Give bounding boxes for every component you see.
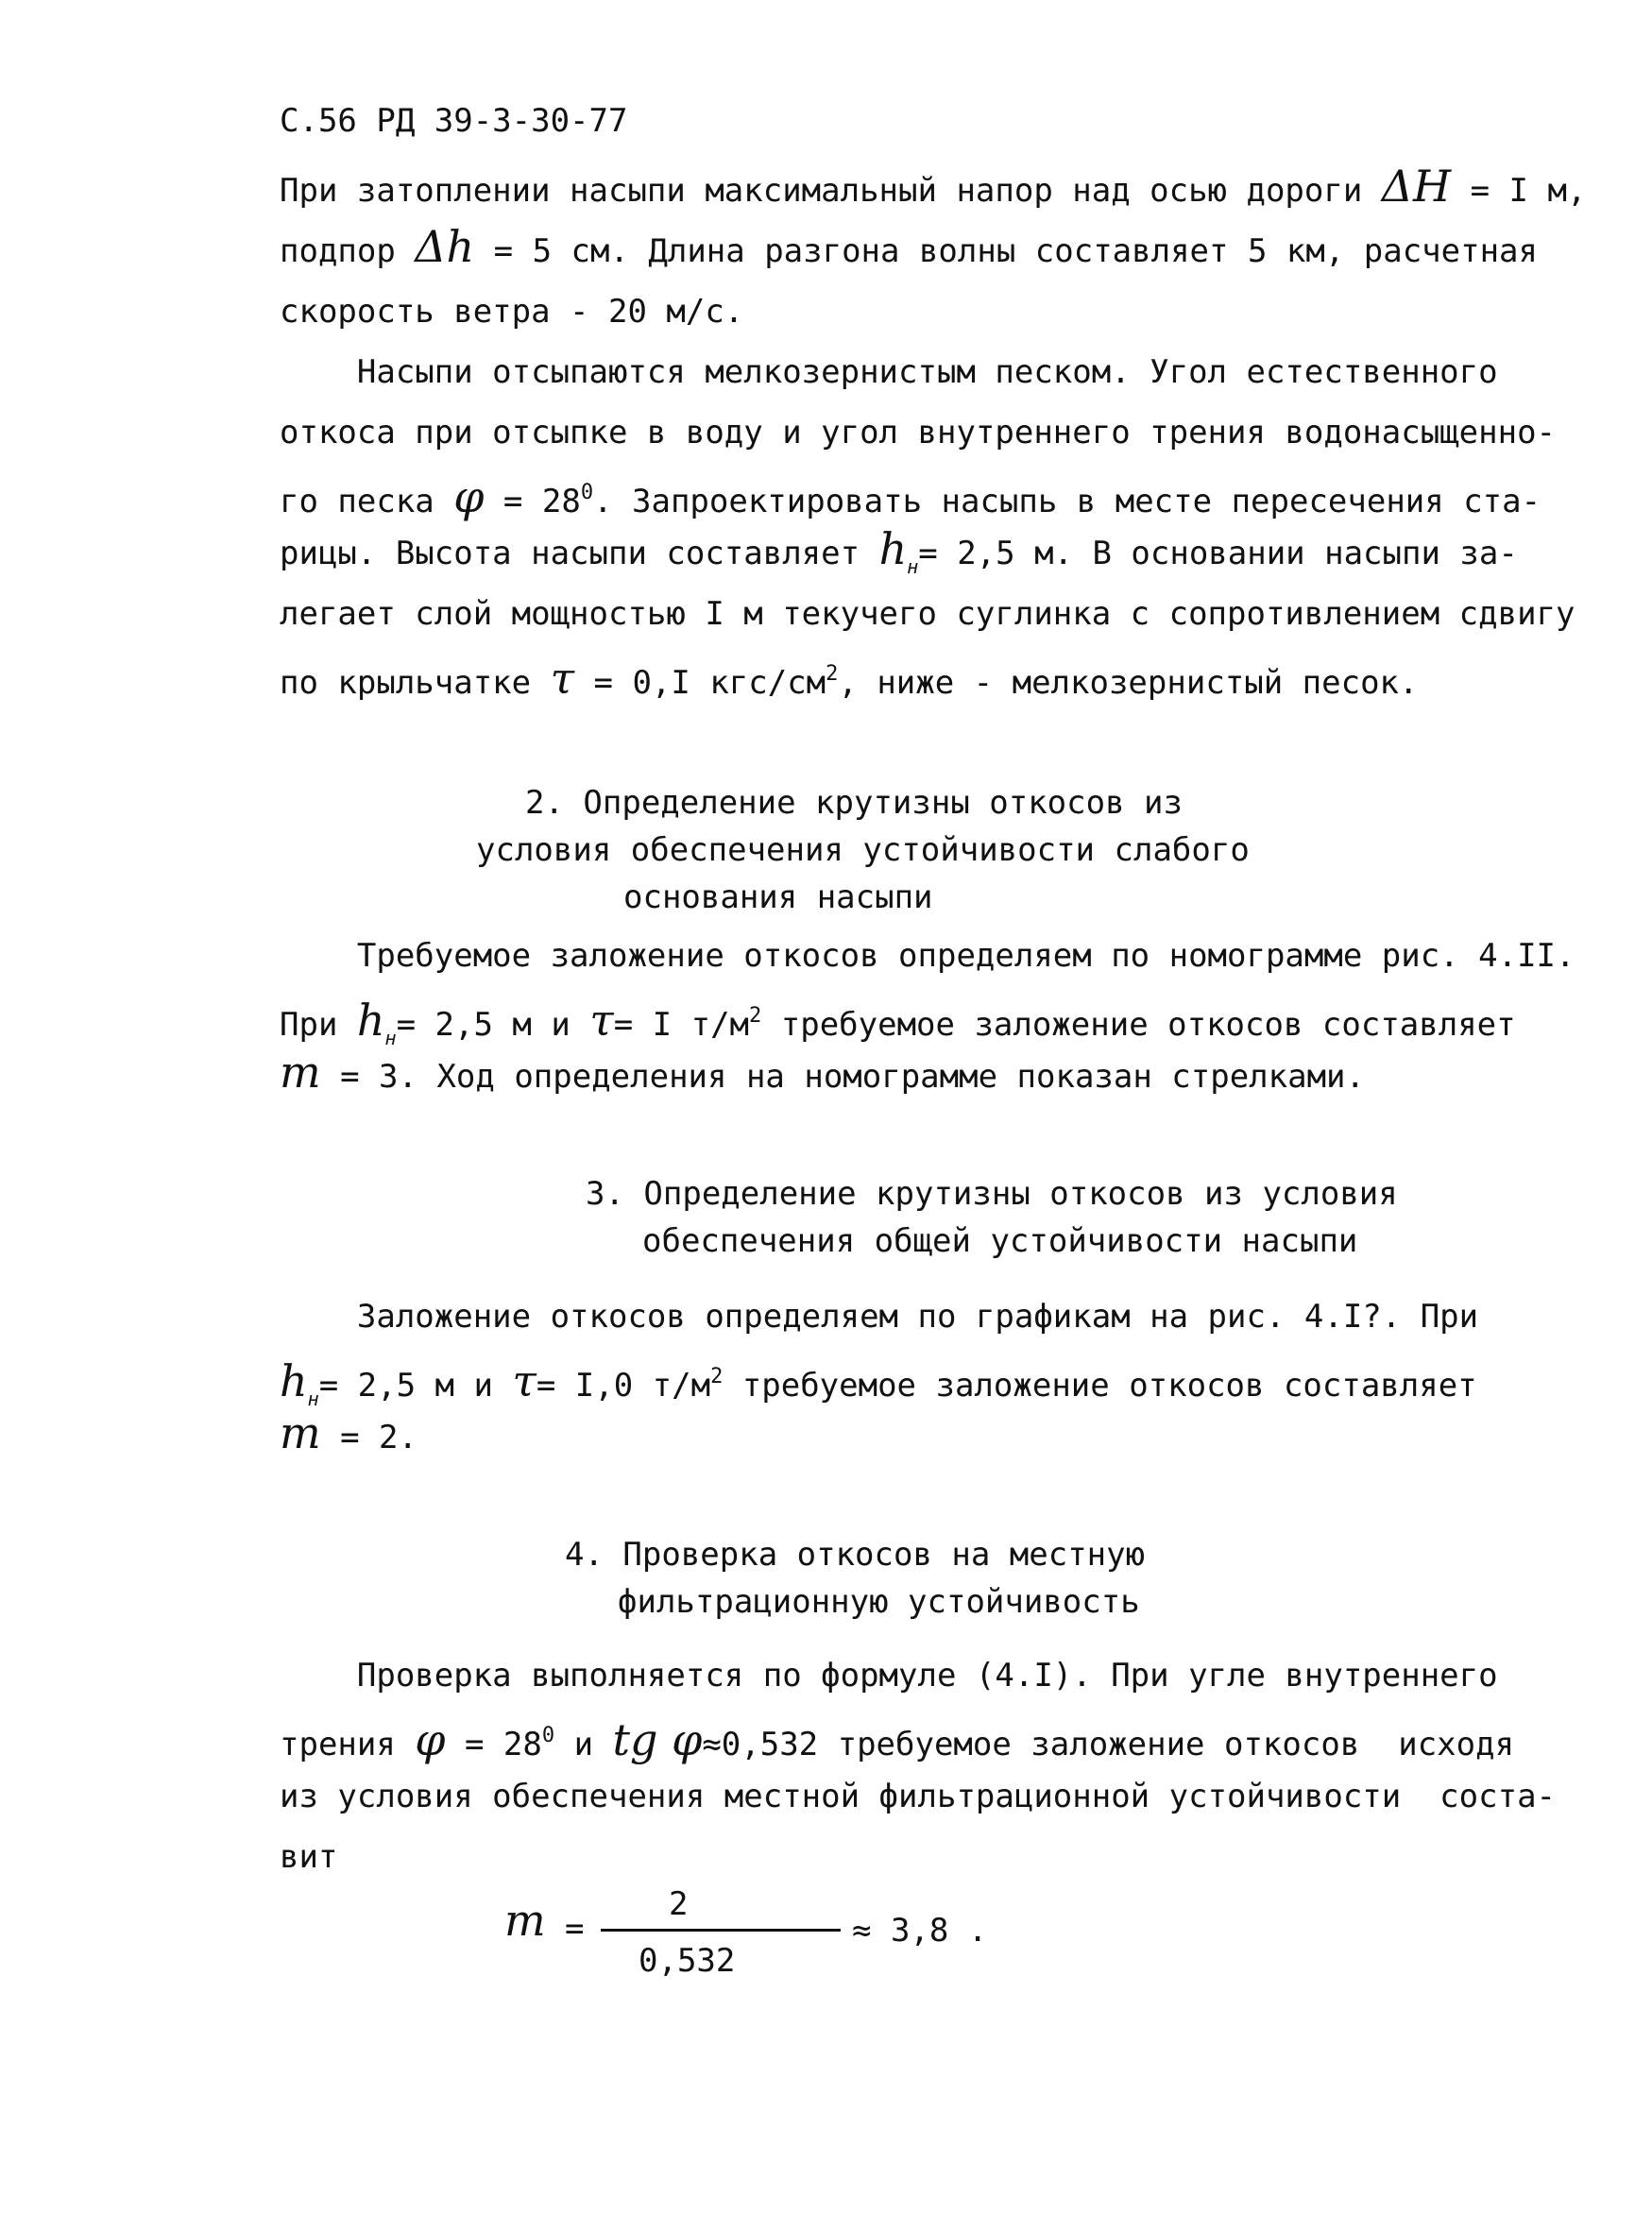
delta-h-small-symbol: Δh	[415, 221, 475, 272]
text-line: го песка $\varphi = 28^0$. Запроектировать насыпь в месте пересечения ста-	[280, 471, 1541, 522]
section-heading: обеспечения общей устойчивости насыпи	[642, 1222, 1358, 1260]
text-line: легает слой мощностью I м текучего суглинка с сопротивлением сдвигу	[280, 595, 1575, 633]
text-line: m = 3. Ход определения на номограмме показан стрелками.	[280, 1047, 1365, 1098]
h-symbol: h	[280, 1355, 308, 1406]
section-heading: 2. Определение крутизны откосов из	[525, 784, 1183, 822]
formula-numerator: 2	[669, 1885, 689, 1923]
formula-lhs: m	[504, 1895, 546, 1946]
tau-symbol: τ	[512, 1355, 536, 1406]
text-line: m = 2.	[280, 1407, 417, 1458]
delta-h-symbol: ΔH	[1381, 161, 1452, 212]
h-symbol: h	[878, 523, 908, 574]
text-line: Проверка выполняется по формуле (4.I). При угле внутреннего	[280, 1657, 1498, 1695]
formula-equals: =	[565, 1910, 585, 1948]
section-heading: условия обеспечения устойчивости слабого	[476, 831, 1250, 869]
text-line: скорость ветра - 20 м/с.	[280, 293, 744, 331]
text-line: При $h_н= 2,5$ м и τ= I $т/м^2$ требуемое заложение откосов составляет	[280, 995, 1516, 1049]
text-line: трения $\varphi = 28^0$ и tg φ≈0,532 требуемое заложение откосов исходя	[280, 1714, 1515, 1765]
text-line: Насыпи отсыпаются мелкозернистым песком. Угол естественного	[280, 353, 1498, 391]
page-header: С.56 РД 39-3-30-77	[280, 102, 628, 140]
h-symbol: h	[356, 995, 385, 1046]
text-line: из условия обеспечения местной фильтрационной устойчивости соста-	[280, 1778, 1557, 1815]
text-line: При затоплении насыпи максимальный напор над осью дороги ΔH = I м,	[280, 161, 1587, 212]
m-symbol: m	[280, 1407, 321, 1458]
formula-denominator: 0,532	[639, 1942, 736, 1980]
text-line: рицы. Высота насыпи составляет $h_н= 2,5$ м. В основании насыпи за-	[280, 523, 1518, 578]
text-line: $h_н= 2,5$ м и τ= I,0 $т/м^2$ требуемое заложение откосов составляет	[280, 1355, 1477, 1410]
tau-symbol: τ	[589, 995, 614, 1046]
section-heading: основания насыпи	[623, 878, 933, 916]
m-symbol: m	[280, 1047, 321, 1098]
text-line: вит	[280, 1838, 338, 1876]
text-line: по крыльчатке τ = 0,I кгс/$см^2$, ниже - мелкозернистый песок.	[280, 653, 1419, 704]
section-heading: фильтрационную устойчивость	[618, 1583, 1140, 1621]
tau-symbol: τ	[550, 653, 575, 704]
section-heading: 3. Определение крутизны откосов из условия	[586, 1175, 1398, 1213]
text-line: откоса при отсыпке в воду и угол внутреннего трения водонасыщенно-	[280, 414, 1557, 451]
phi-symbol: φ	[453, 471, 485, 522]
formula-result: ≈ 3,8 .	[852, 1912, 988, 1950]
section-heading: 4. Проверка откосов на местную	[565, 1536, 1146, 1574]
text-line: Требуемое заложение откосов определяем по номограмме рис. 4.II.	[280, 937, 1575, 975]
phi-symbol: φ	[415, 1714, 446, 1765]
text-line: Заложение откосов определяем по графикам на рис. 4.I?. При	[280, 1298, 1479, 1336]
text-line: подпор Δh = 5 см. Длина разгона волны составляет 5 км, расчетная	[280, 221, 1538, 272]
tg-phi-symbol: tg φ	[612, 1714, 703, 1765]
